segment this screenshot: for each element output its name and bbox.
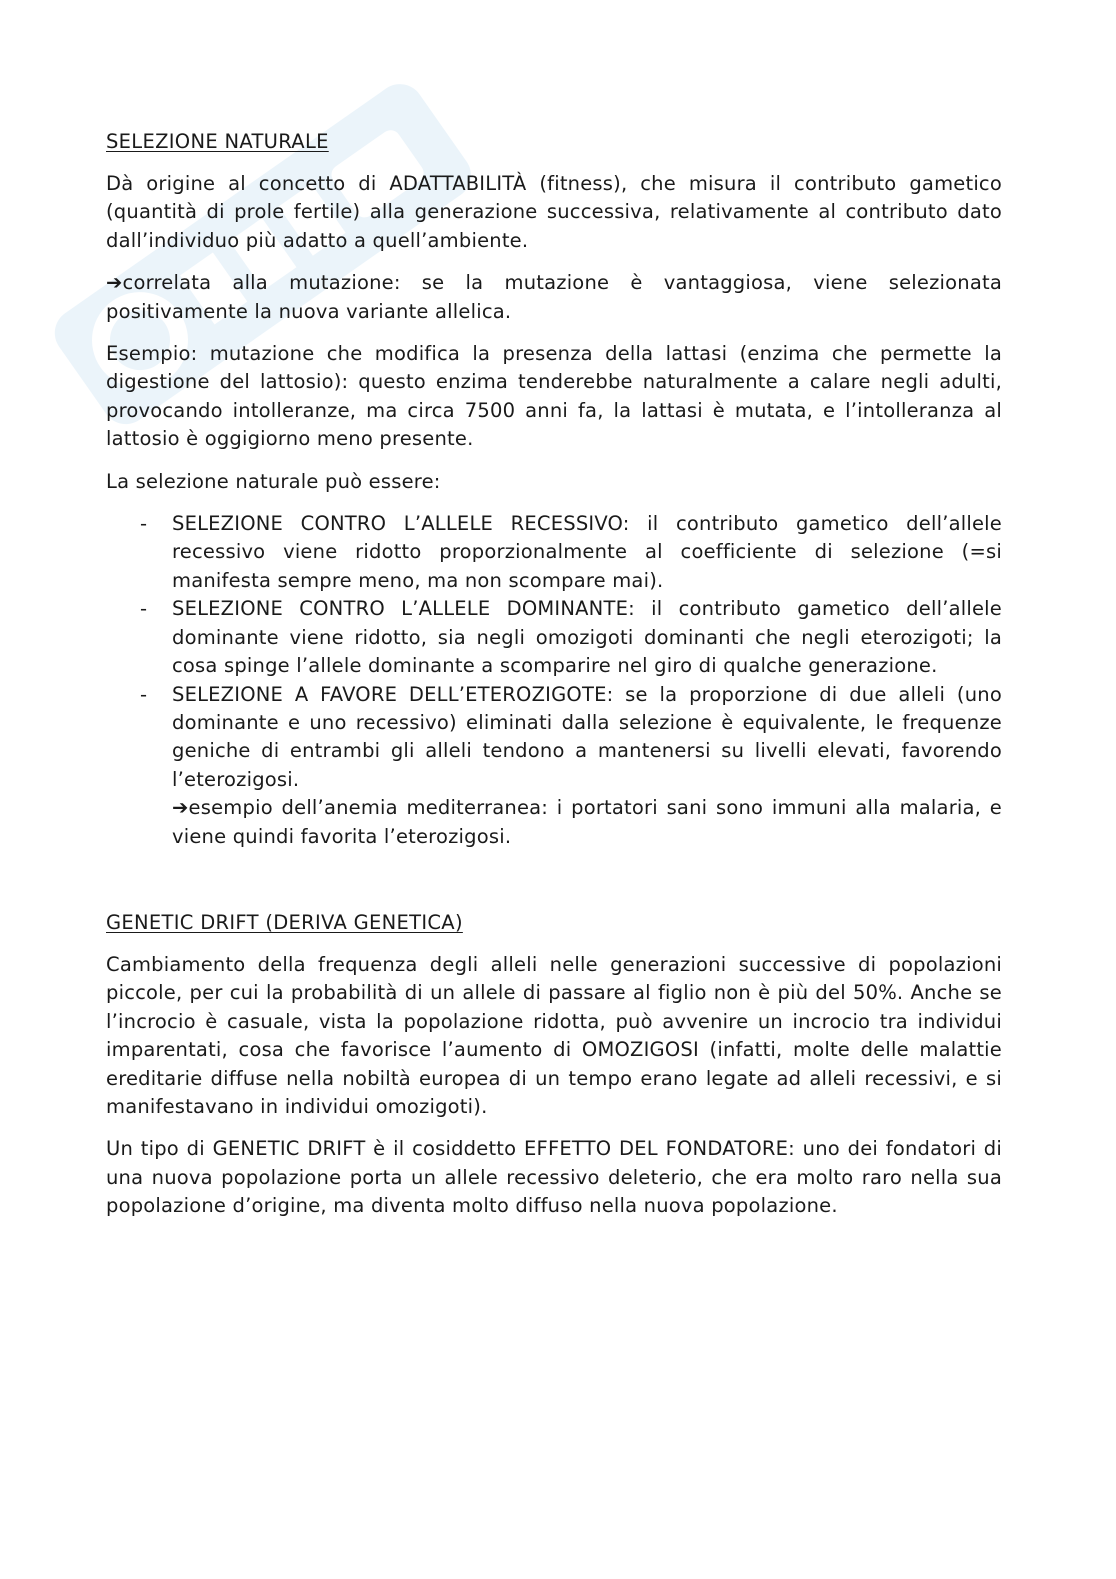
dash-bullet: - <box>140 682 148 706</box>
arrow-icon: ➔ <box>106 271 123 295</box>
section-selezione-naturale <box>106 128 1002 851</box>
paragraph: Cambiamento della frequenza degli alleli nelle generazioni successive di popolazioni piccole, per cui la probabilità di un allele di passare al figlio non è più del 50%. Anche se l’incrocio è casuale, vista la popolazione ridotta, può avvenire un incrocio tra individui imparentati, cosa che favorisce l’aumento di OMOZIGOSI (infatti, molte delle malattie ereditarie diffuse nella nobiltà europea di un tempo erano legate ad alleli recessivi, e si manifestavano in individui omozigoti). <box>106 952 1002 1118</box>
list-item <box>106 681 1002 851</box>
section-heading: SELEZIONE NATURALE <box>106 130 329 153</box>
paragraph-text: correlata alla mutazione: se la mutazione è vantaggiosa, viene selezionata positivamente la nuova variante allelica. <box>106 271 1002 323</box>
dash-bullet: - <box>140 597 148 621</box>
paragraph: Esempio: mutazione che modifica la presenza della lattasi (enzima che permette la digestione del lattosio): questo enzima tenderebbe naturalmente a calare negli adulti, provocando intolleranze, ma circa 7500 anni fa, la lattasi è mutata, e l’intolleranza al lattosio è oggigiorno meno presente. <box>106 342 1002 451</box>
paragraph: Un tipo di GENETIC DRIFT è il cosiddetto EFFETTO DEL FONDATORE: uno dei fondatori di una nuova popolazione porta un allele recessivo deleterio, che era molto raro nella sua popolazione d’origine, ma diventa molto diffuso nella nuova popolazione. <box>106 1137 1002 1218</box>
list-item-sub-text: esempio dell’anemia mediterranea: i portatori sani sono immuni alla malaria, e viene quindi favorita l’eterozigosi. <box>172 796 1002 848</box>
list-item-text: SELEZIONE CONTRO L’ALLELE RECESSIVO: il contributo gametico dell’allele recessivo viene ridotto proporzionalmente al coefficiente di selezione (=si manifesta sempre meno, ma non scompare mai). <box>172 512 1002 592</box>
arrow-icon: ➔ <box>172 796 189 820</box>
dash-bullet: - <box>140 512 148 536</box>
paragraph: Dà origine al concetto di ADATTABILITÀ (fitness), che misura il contributo gametico (quantità di prole fertile) alla generazione successiva, relativamente al contributo dato dall’individuo più adatto a quell’ambiente. <box>106 172 1002 252</box>
list-item <box>106 595 1002 680</box>
paragraph: La selezione naturale può essere: <box>106 469 441 493</box>
section-heading: GENETIC DRIFT (DERIVA GENETICA) <box>106 910 463 934</box>
document-page <box>106 128 1002 1235</box>
list-item-text: SELEZIONE CONTRO L’ALLELE DOMINANTE: il contributo gametico dell’allele dominante viene ridotto, sia negli omozigoti dominanti che negli eterozigoti; la cosa spinge l’allele dominante a scomparire nel giro di qualche generazione. <box>172 597 1002 678</box>
section-genetic-drift <box>106 909 1002 1221</box>
selection-list <box>106 510 1002 851</box>
list-item <box>106 510 1002 595</box>
list-item-text: SELEZIONE A FAVORE DELL’ETEROZIGOTE: se la proporzione di due alleli (uno dominante e uno recessivo) eliminati dalla selezione è equivalente, le frequenze geniche di entrambi gli alleli tendono a mantenersi su livelli elevati, favorendo l’eterozigosi. <box>172 682 1002 791</box>
list-item-sub <box>172 794 1002 851</box>
paragraph <box>106 269 1002 326</box>
